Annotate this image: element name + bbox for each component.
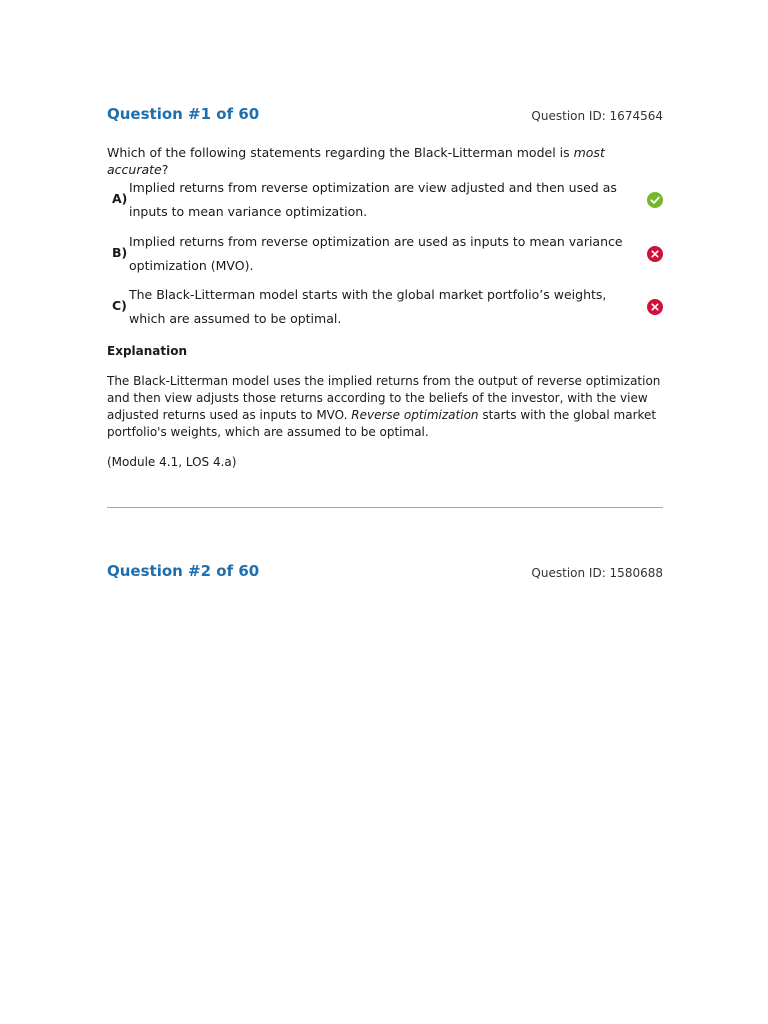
question-2-header (107, 561, 663, 585)
check-circle-icon (647, 192, 663, 208)
explanation-body (107, 373, 665, 441)
stem-text: Which of the following statements regarding the Black-Litterman model is (107, 145, 574, 160)
explanation-emphasis: Reverse optimization (351, 408, 479, 422)
x-circle-icon (647, 299, 663, 315)
explanation-reference: (Module 4.1, LOS 4.a) (107, 455, 237, 469)
answer-letter: C) (112, 298, 127, 313)
stem-emphasis: most accurate (107, 145, 605, 177)
question-divider (107, 507, 663, 508)
answer-option-c (107, 283, 663, 331)
stem-end: ? (161, 162, 169, 177)
question-2-id: Question ID: 1580688 (531, 566, 663, 580)
explanation-text: The Black-Litterman model uses the implied returns from the output of reverse optimization and then view adjusts those returns according to the beliefs of the investor, with the view adjusted returns used as inputs to MVO. (107, 374, 661, 422)
answer-option-b (107, 230, 663, 278)
answer-letter: A) (112, 191, 128, 206)
question-1-title: Question #1 of 60 (107, 105, 260, 123)
answer-option-a (107, 176, 663, 224)
question-1-id: Question ID: 1674564 (531, 109, 663, 123)
explanation-text-end: starts with the global market portfolio's weights, which are assumed to be optimal. (107, 408, 657, 439)
answer-letter: B) (112, 245, 128, 260)
question-1-header (107, 104, 663, 128)
explanation-heading: Explanation (107, 344, 188, 358)
question-1-stem (107, 144, 663, 178)
answer-text: The Black-Litterman model starts with the global market portfolio’s weights, which are assumed to be optimal. (129, 287, 607, 326)
question-2-title: Question #2 of 60 (107, 562, 260, 580)
x-circle-icon (647, 246, 663, 262)
answer-text: Implied returns from reverse optimization are used as inputs to mean variance optimization (MVO). (129, 234, 623, 273)
answer-text: Implied returns from reverse optimization are view adjusted and then used as inputs to mean variance optimization. (129, 180, 617, 219)
